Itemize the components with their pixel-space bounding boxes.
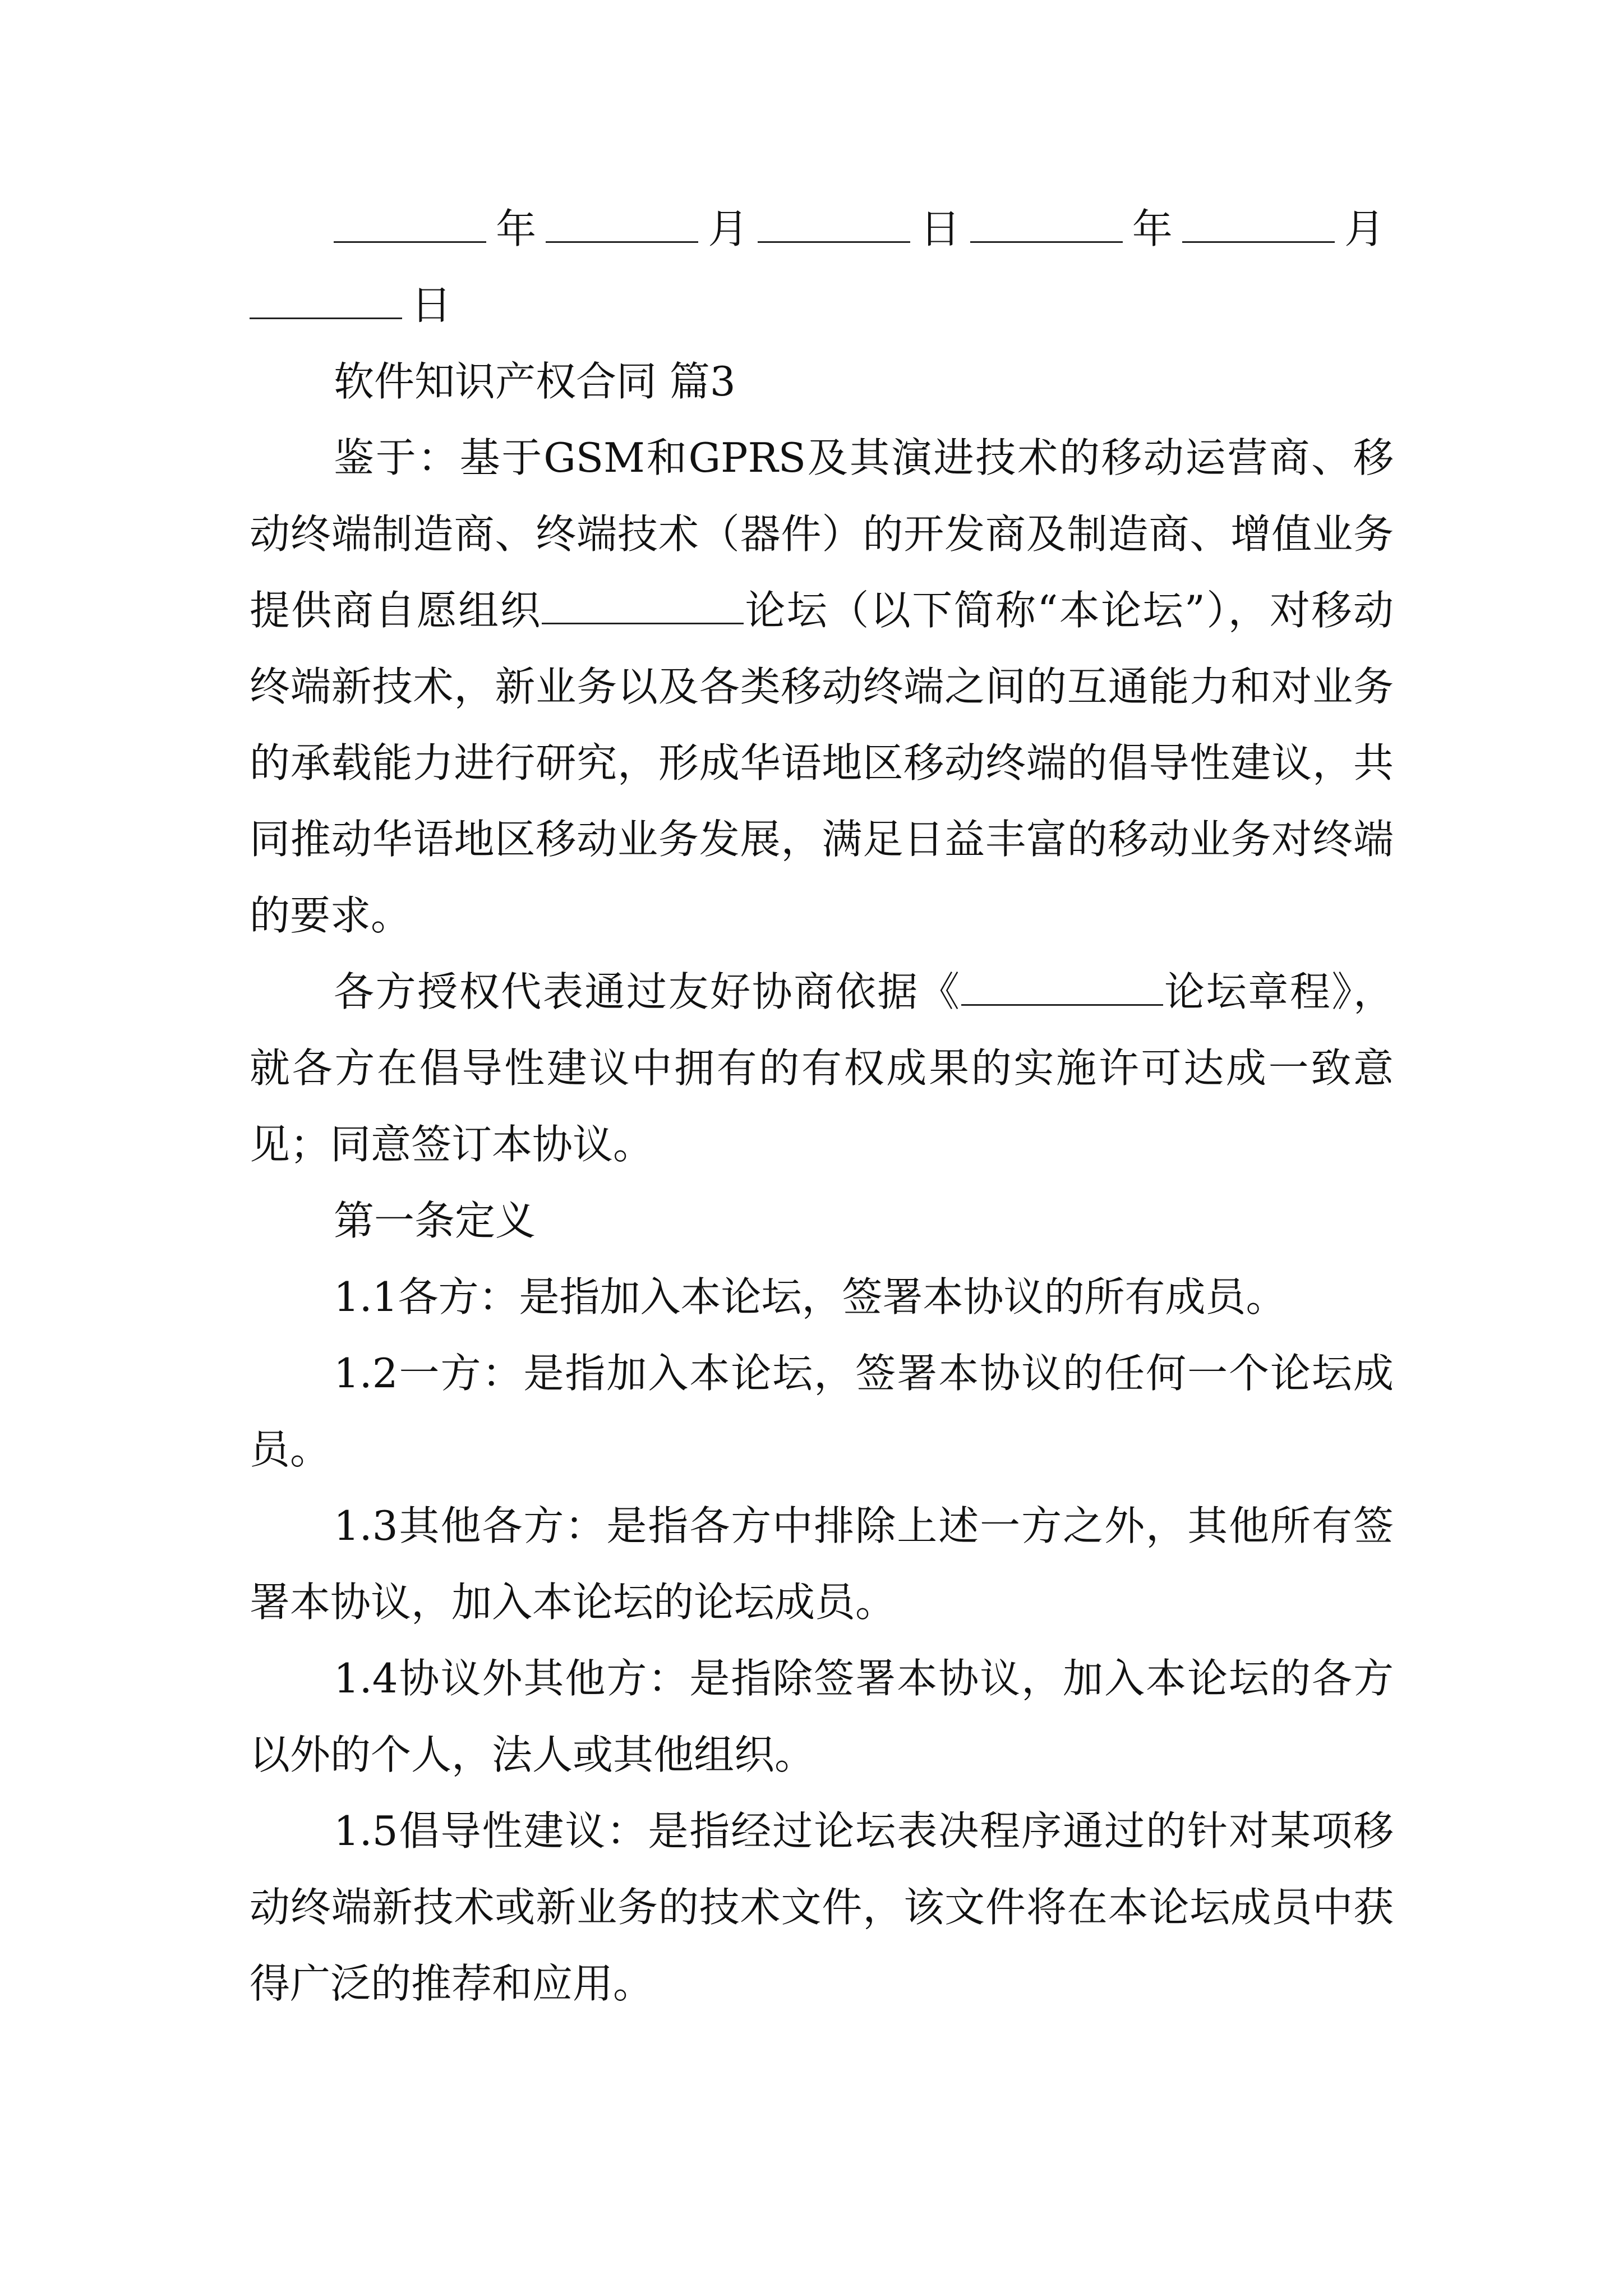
- day-label-2: 日: [411, 282, 452, 329]
- document-page: [250, 191, 1394, 2022]
- month-label-2: 月: [1343, 205, 1385, 252]
- month-blank-2[interactable]: [1182, 206, 1335, 243]
- forum-name-blank-2[interactable]: [961, 969, 1163, 1006]
- year-label-2: 年: [1131, 205, 1173, 252]
- signature-date-line: [250, 191, 1394, 343]
- preamble-text-b: 论坛（以下简称“本论坛”），对移动终端新技术，新业务以及各类移动终端之间的互通能力和对业务的承载能力进行研究，形成华语地区移动终端的倡导性建议，共同推动华语地区移动业务发展，满足日益丰富的移动业务对终端的要求。: [250, 587, 1394, 939]
- forum-name-blank-1[interactable]: [542, 588, 744, 624]
- day-blank-1[interactable]: [758, 206, 910, 243]
- agreement-text-a: 各方授权代表通过友好协商依据《: [334, 968, 961, 1015]
- month-label-1: 月: [707, 205, 749, 252]
- definition-1-1: 1.1各方：是指加入本论坛，签署本协议的所有成员。: [334, 1273, 1287, 1320]
- definition-1-2: 1.2一方：是指加入本论坛，签署本协议的任何一个论坛成员。: [250, 1350, 1394, 1473]
- preamble-text-a: 鉴于：基于GSM和GPRS及其演进技术的移动运营商、移动终端制造商、终端技术（器件）的开发商及制造商、增值业务提供商自愿组织: [250, 434, 1394, 634]
- agreement-text-b: 论坛章程》，就各方在倡导性建议中拥有的有权成果的实施许可达成一致意见；同意签订本协议。: [250, 968, 1394, 1168]
- definition-1-4: 1.4协议外其他方：是指除签署本协议，加入本论坛的各方以外的个人，法人或其他组织。: [250, 1655, 1394, 1778]
- definition-1-5: 1.5倡导性建议：是指经过论坛表决程序通过的针对某项移动终端新技术或新业务的技术文件，该文件将在本论坛成员中获得广泛的推荐和应用。: [250, 1807, 1394, 2007]
- day-label-1: 日: [919, 205, 961, 252]
- day-blank-2[interactable]: [250, 283, 402, 319]
- preamble-paragraph: [250, 420, 1394, 954]
- section-heading: 软件知识产权合同 篇3: [334, 358, 736, 405]
- definition-1-3: 1.3其他各方：是指各方中排除上述一方之外，其他所有签署本协议，加入本论坛的论坛成员。: [250, 1502, 1394, 1626]
- year-label-1: 年: [495, 205, 537, 252]
- month-blank-1[interactable]: [546, 206, 698, 243]
- year-blank-2[interactable]: [970, 206, 1123, 243]
- year-blank-1[interactable]: [334, 206, 486, 243]
- agreement-paragraph: [250, 954, 1394, 1182]
- article-1-heading: 第一条定义: [334, 1197, 536, 1244]
